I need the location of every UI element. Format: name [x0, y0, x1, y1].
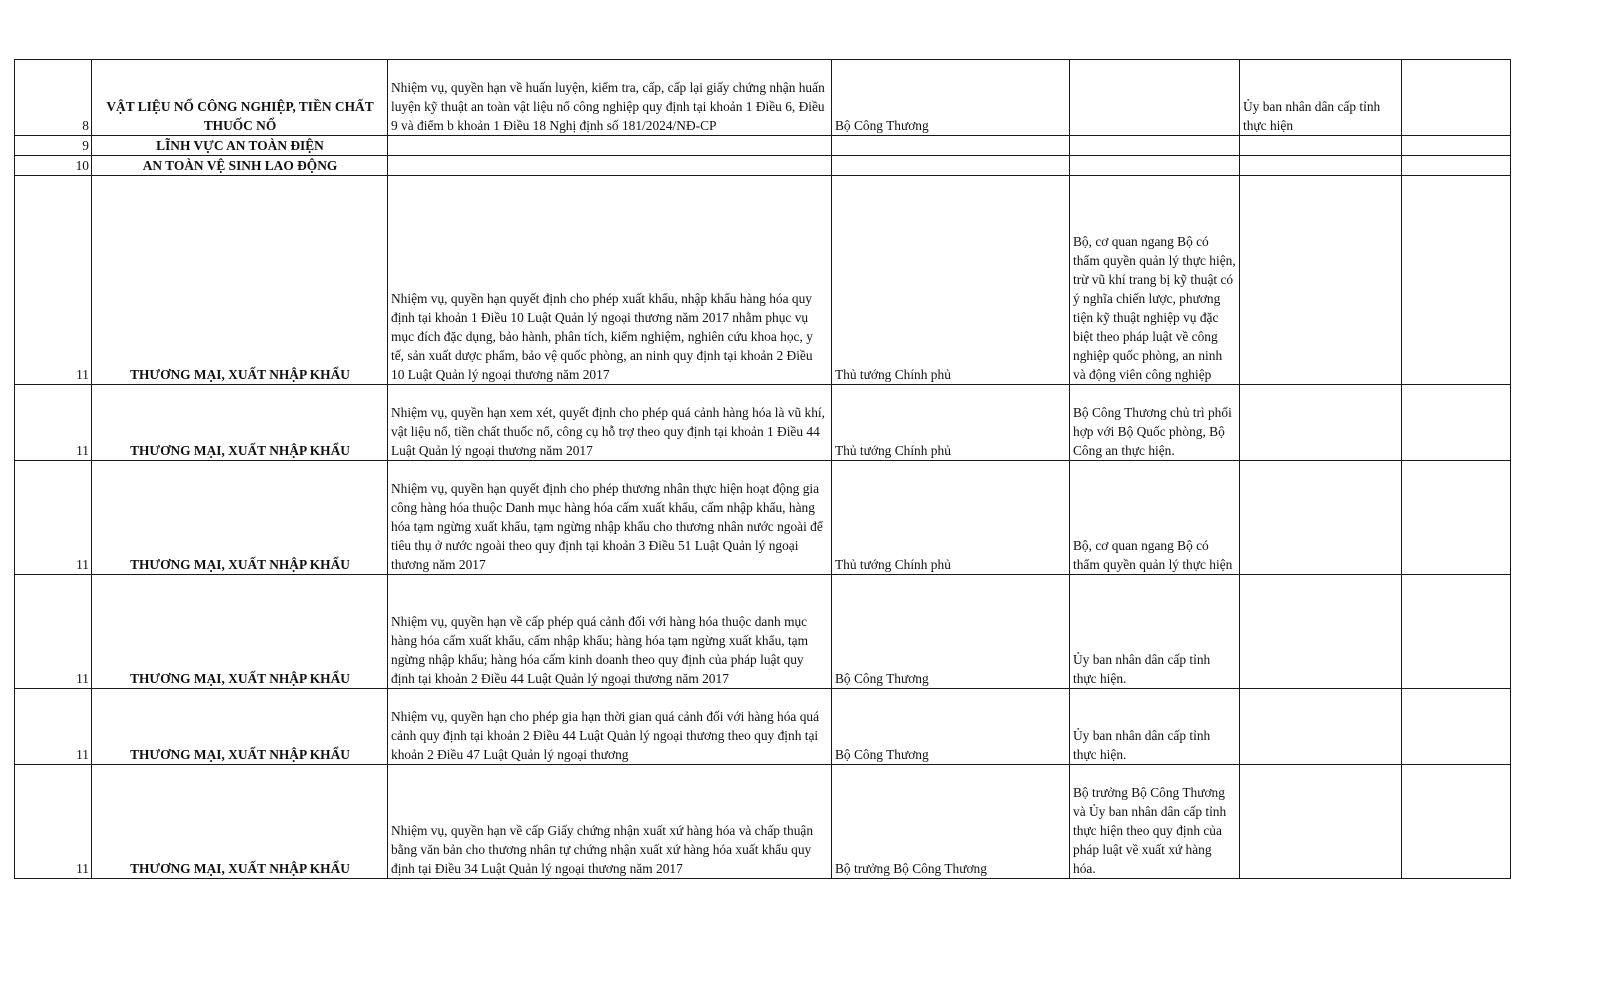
task-description: Nhiệm vụ, quyền hạn cho phép gia hạn thời gian quá cảnh đối với hàng hóa quá cảnh quy định tại khoản 2 Điều 44 Luật Quản lý ngoại thương theo quy định tại khoản 2 Điều 47 Luật Quản lý ngoại thương — [388, 689, 832, 765]
table-row — [15, 461, 1511, 575]
note-cell — [1402, 765, 1511, 879]
implementer-cell: Bộ trưởng Bộ Công Thương và Ủy ban nhân dân cấp tỉnh thực hiện theo quy định của pháp luật về xuất xứ hàng hóa. — [1070, 765, 1240, 879]
local-implementer-cell — [1240, 689, 1402, 765]
row-number: 11 — [15, 176, 92, 385]
table-row — [15, 385, 1511, 461]
row-number: 11 — [15, 461, 92, 575]
field-name: VẬT LIỆU NỔ CÔNG NGHIỆP, TIỀN CHẤT THUỐC NỔ — [92, 60, 388, 136]
row-number: 10 — [15, 156, 92, 176]
row-number: 11 — [15, 689, 92, 765]
task-description: Nhiệm vụ, quyền hạn xem xét, quyết định cho phép quá cảnh hàng hóa là vũ khí, vật liệu nổ, tiền chất thuốc nổ, công cụ hỗ trợ theo quy định tại khoản 1 Điều 44 Luật Quản lý ngoại thương năm 2017 — [388, 385, 832, 461]
authority-cell — [832, 156, 1070, 176]
authority-cell: Thủ tướng Chính phủ — [832, 461, 1070, 575]
authority-cell — [832, 136, 1070, 156]
field-name: THƯƠNG MẠI, XUẤT NHẬP KHẨU — [92, 575, 388, 689]
table-row — [15, 765, 1511, 879]
note-cell — [1402, 176, 1511, 385]
task-description — [388, 136, 832, 156]
implementer-cell: Bộ, cơ quan ngang Bộ có thẩm quyền quản lý thực hiện — [1070, 461, 1240, 575]
local-implementer-cell — [1240, 765, 1402, 879]
note-cell — [1402, 385, 1511, 461]
note-cell — [1402, 156, 1511, 176]
local-implementer-cell — [1240, 156, 1402, 176]
local-implementer-cell — [1240, 385, 1402, 461]
table-row — [15, 60, 1511, 136]
field-name: LĨNH VỰC AN TOÀN ĐIỆN — [92, 136, 388, 156]
authority-cell: Thủ tướng Chính phủ — [832, 385, 1070, 461]
row-number: 11 — [15, 575, 92, 689]
local-implementer-cell — [1240, 575, 1402, 689]
table-row — [15, 575, 1511, 689]
task-description: Nhiệm vụ, quyền hạn về cấp phép quá cảnh đối với hàng hóa thuộc danh mục hàng hóa cấm xuất khẩu, cấm nhập khẩu; hàng hóa tạm ngừng xuất khẩu, tạm ngừng nhập khẩu; hàng hóa cấm kinh doanh theo quy định của pháp luật quy định tại khoản 2 Điều 44 Luật Quản lý ngoại thương năm 2017 — [388, 575, 832, 689]
row-number: 8 — [15, 60, 92, 136]
implementer-cell — [1070, 136, 1240, 156]
authority-cell: Bộ Công Thương — [832, 575, 1070, 689]
implementer-cell: Ủy ban nhân dân cấp tỉnh thực hiện. — [1070, 575, 1240, 689]
authority-cell: Bộ trưởng Bộ Công Thương — [832, 765, 1070, 879]
note-cell — [1402, 60, 1511, 136]
implementer-cell: Bộ, cơ quan ngang Bộ có thẩm quyền quản lý thực hiện, trừ vũ khí trang bị kỹ thuật có ý nghĩa chiến lược, phương tiện kỹ thuật nghiệp vụ đặc biệt theo pháp luật về công nghiệp quốc phòng, an ninh và động viên công nghiệp — [1070, 176, 1240, 385]
authority-cell: Bộ Công Thương — [832, 60, 1070, 136]
field-name: AN TOÀN VỆ SINH LAO ĐỘNG — [92, 156, 388, 176]
local-implementer-cell — [1240, 176, 1402, 385]
row-number: 11 — [15, 385, 92, 461]
note-cell — [1402, 689, 1511, 765]
table-row — [15, 176, 1511, 385]
field-name: THƯƠNG MẠI, XUẤT NHẬP KHẨU — [92, 461, 388, 575]
task-description: Nhiệm vụ, quyền hạn về huấn luyện, kiểm tra, cấp, cấp lại giấy chứng nhận huấn luyện kỹ thuật an toàn vật liệu nổ công nghiệp quy định tại khoản 1 Điều 6, Điều 9 và điểm b khoản 1 Điều 18 Nghị định số 181/2024/NĐ-CP — [388, 60, 832, 136]
authority-cell: Thủ tướng Chính phủ — [832, 176, 1070, 385]
field-name: THƯƠNG MẠI, XUẤT NHẬP KHẨU — [92, 765, 388, 879]
note-cell — [1402, 461, 1511, 575]
implementer-cell — [1070, 60, 1240, 136]
note-cell — [1402, 136, 1511, 156]
implementer-cell: Ủy ban nhân dân cấp tỉnh thực hiện. — [1070, 689, 1240, 765]
table-row — [15, 689, 1511, 765]
implementer-cell — [1070, 156, 1240, 176]
task-description: Nhiệm vụ, quyền hạn quyết định cho phép thương nhân thực hiện hoạt động gia công hàng hóa thuộc Danh mục hàng hóa cấm xuất khẩu, cấm nhập khẩu, hàng hóa tạm ngừng xuất khẩu, tạm ngừng nhập khẩu cho thương nhân nước ngoài để tiêu thụ ở nước ngoài theo quy định tại khoản 3 Điều 51 Luật Quản lý ngoại thương năm 2017 — [388, 461, 832, 575]
local-implementer-cell — [1240, 136, 1402, 156]
note-cell — [1402, 575, 1511, 689]
local-implementer-cell: Ủy ban nhân dân cấp tỉnh thực hiện — [1240, 60, 1402, 136]
row-number: 11 — [15, 765, 92, 879]
table-row — [15, 136, 1511, 156]
implementer-cell: Bộ Công Thương chủ trì phối hợp với Bộ Quốc phòng, Bộ Công an thực hiện. — [1070, 385, 1240, 461]
local-implementer-cell — [1240, 461, 1402, 575]
field-name: THƯƠNG MẠI, XUẤT NHẬP KHẨU — [92, 176, 388, 385]
row-number: 9 — [15, 136, 92, 156]
authority-cell: Bộ Công Thương — [832, 689, 1070, 765]
field-name: THƯƠNG MẠI, XUẤT NHẬP KHẨU — [92, 689, 388, 765]
task-description — [388, 156, 832, 176]
table-row — [15, 156, 1511, 176]
field-name: THƯƠNG MẠI, XUẤT NHẬP KHẨU — [92, 385, 388, 461]
task-description: Nhiệm vụ, quyền hạn quyết định cho phép xuất khẩu, nhập khẩu hàng hóa quy định tại khoản 1 Điều 10 Luật Quản lý ngoại thương năm 2017 nhằm phục vụ mục đích đặc dụng, bảo hành, phân tích, kiểm nghiệm, nghiên cứu khoa học, y tế, sản xuất dược phẩm, bảo vệ quốc phòng, an ninh quy định tại khoản 2 Điều 10 Luật Quản lý ngoại thương năm 2017 — [388, 176, 832, 385]
document-table — [14, 59, 1511, 879]
task-description: Nhiệm vụ, quyền hạn về cấp Giấy chứng nhận xuất xứ hàng hóa và chấp thuận bằng văn bản cho thương nhân tự chứng nhận xuất xứ hàng hóa xuất khẩu quy định tại Điều 34 Luật Quản lý ngoại thương năm 2017 — [388, 765, 832, 879]
